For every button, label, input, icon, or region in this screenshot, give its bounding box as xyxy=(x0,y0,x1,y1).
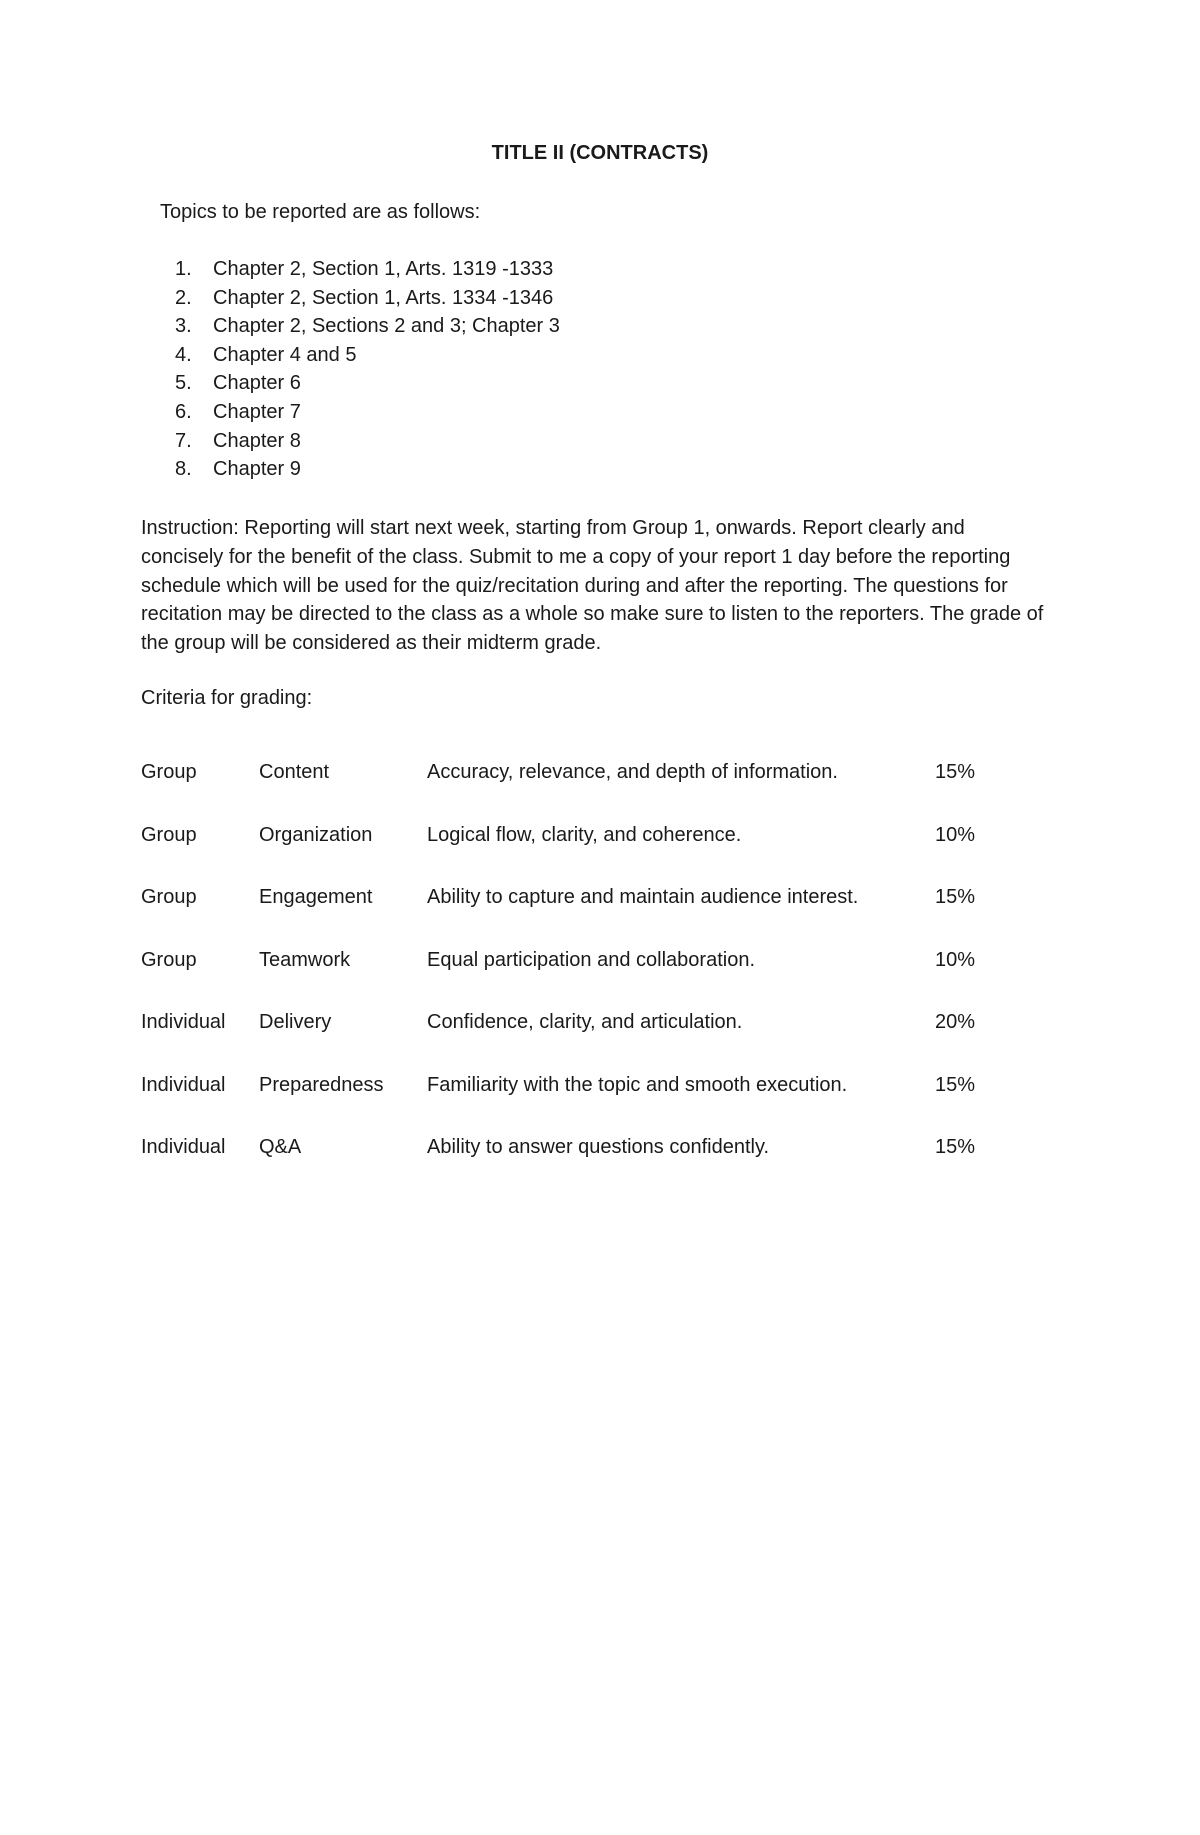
list-item-number: 1. xyxy=(175,258,192,280)
criteria-description: Confidence, clarity, and articulation. xyxy=(427,1011,743,1033)
document-title: TITLE II (CONTRACTS) xyxy=(491,142,709,164)
criteria-percent: 20% xyxy=(935,1011,976,1033)
list-item-text: Chapter 6 xyxy=(213,372,301,395)
list-item xyxy=(175,371,560,400)
criteria-description: Familiarity with the topic and smooth execution. xyxy=(427,1073,848,1096)
criteria-name: Teamwork xyxy=(259,948,351,971)
criteria-name: Organization xyxy=(259,823,373,846)
list-item-number: 3. xyxy=(175,315,192,338)
list-item-text: Chapter 4 and 5 xyxy=(213,343,357,366)
criteria-percent: 15% xyxy=(935,886,976,908)
list-item-number: 5. xyxy=(175,372,192,395)
list-item-text: Chapter 8 xyxy=(213,429,301,452)
criteria-percent: 15% xyxy=(935,1073,976,1096)
criteria-percent: 15% xyxy=(935,1136,976,1158)
criteria-type: Group xyxy=(141,823,197,846)
criteria-description: Ability to capture and maintain audience interest. xyxy=(427,886,859,908)
criteria-name: Q&A xyxy=(259,1136,302,1158)
criteria-type: Individual xyxy=(141,1011,226,1033)
list-item xyxy=(175,343,560,372)
criteria-description: Equal participation and collaboration. xyxy=(427,948,755,971)
criteria-type: Individual xyxy=(141,1136,226,1158)
topic-list xyxy=(175,257,560,486)
list-item xyxy=(175,314,560,343)
criteria-type: Group xyxy=(141,761,197,783)
list-item-number: 4. xyxy=(175,343,192,366)
criteria-percent: 10% xyxy=(935,823,976,846)
criteria-heading: Criteria for grading: xyxy=(141,687,313,709)
criteria-description: Ability to answer questions confidently. xyxy=(427,1136,770,1158)
list-item xyxy=(175,257,560,286)
list-item-text: Chapter 2, Sections 2 and 3; Chapter 3 xyxy=(213,315,560,338)
criteria-percent: 15% xyxy=(935,761,976,783)
list-item xyxy=(175,286,560,315)
list-item-number: 7. xyxy=(175,429,192,452)
list-item-number: 8. xyxy=(175,458,192,481)
criteria-name: Delivery xyxy=(259,1011,332,1033)
list-item-text: Chapter 7 xyxy=(213,400,301,423)
list-item xyxy=(175,400,560,429)
criteria-percent: 10% xyxy=(935,948,976,971)
list-item xyxy=(175,429,560,458)
criteria-description: Logical flow, clarity, and coherence. xyxy=(427,823,742,846)
list-item-text: Chapter 2, Section 1, Arts. 1334 -1346 xyxy=(213,286,554,309)
list-item-text: Chapter 9 xyxy=(213,458,301,481)
list-item-text: Chapter 2, Section 1, Arts. 1319 -1333 xyxy=(213,258,554,280)
criteria-name: Engagement xyxy=(259,886,373,908)
criteria-name: Content xyxy=(259,761,330,783)
list-item xyxy=(175,457,560,486)
criteria-type: Group xyxy=(141,948,197,971)
criteria-name: Preparedness xyxy=(259,1073,384,1096)
criteria-type: Group xyxy=(141,886,197,908)
list-item-number: 2. xyxy=(175,286,192,309)
list-item-number: 6. xyxy=(175,400,192,423)
criteria-type: Individual xyxy=(141,1073,226,1096)
instruction-paragraph: Instruction: Reporting will start next week, starting from Group 1, onwards. Report clearly and concisely for the benefit of the class. Submit to me a copy of your report 1 day before the reporting schedule which will be used for the quiz/recitation during and after the reporting. The questions for recitation may be directed to the class as a whole so make sure to listen to the reporters. The grade of the group will be considered as their midterm grade. xyxy=(141,517,1044,655)
criteria-description: Accuracy, relevance, and depth of information. xyxy=(427,761,838,783)
topics-intro: Topics to be reported are as follows: xyxy=(160,201,481,223)
